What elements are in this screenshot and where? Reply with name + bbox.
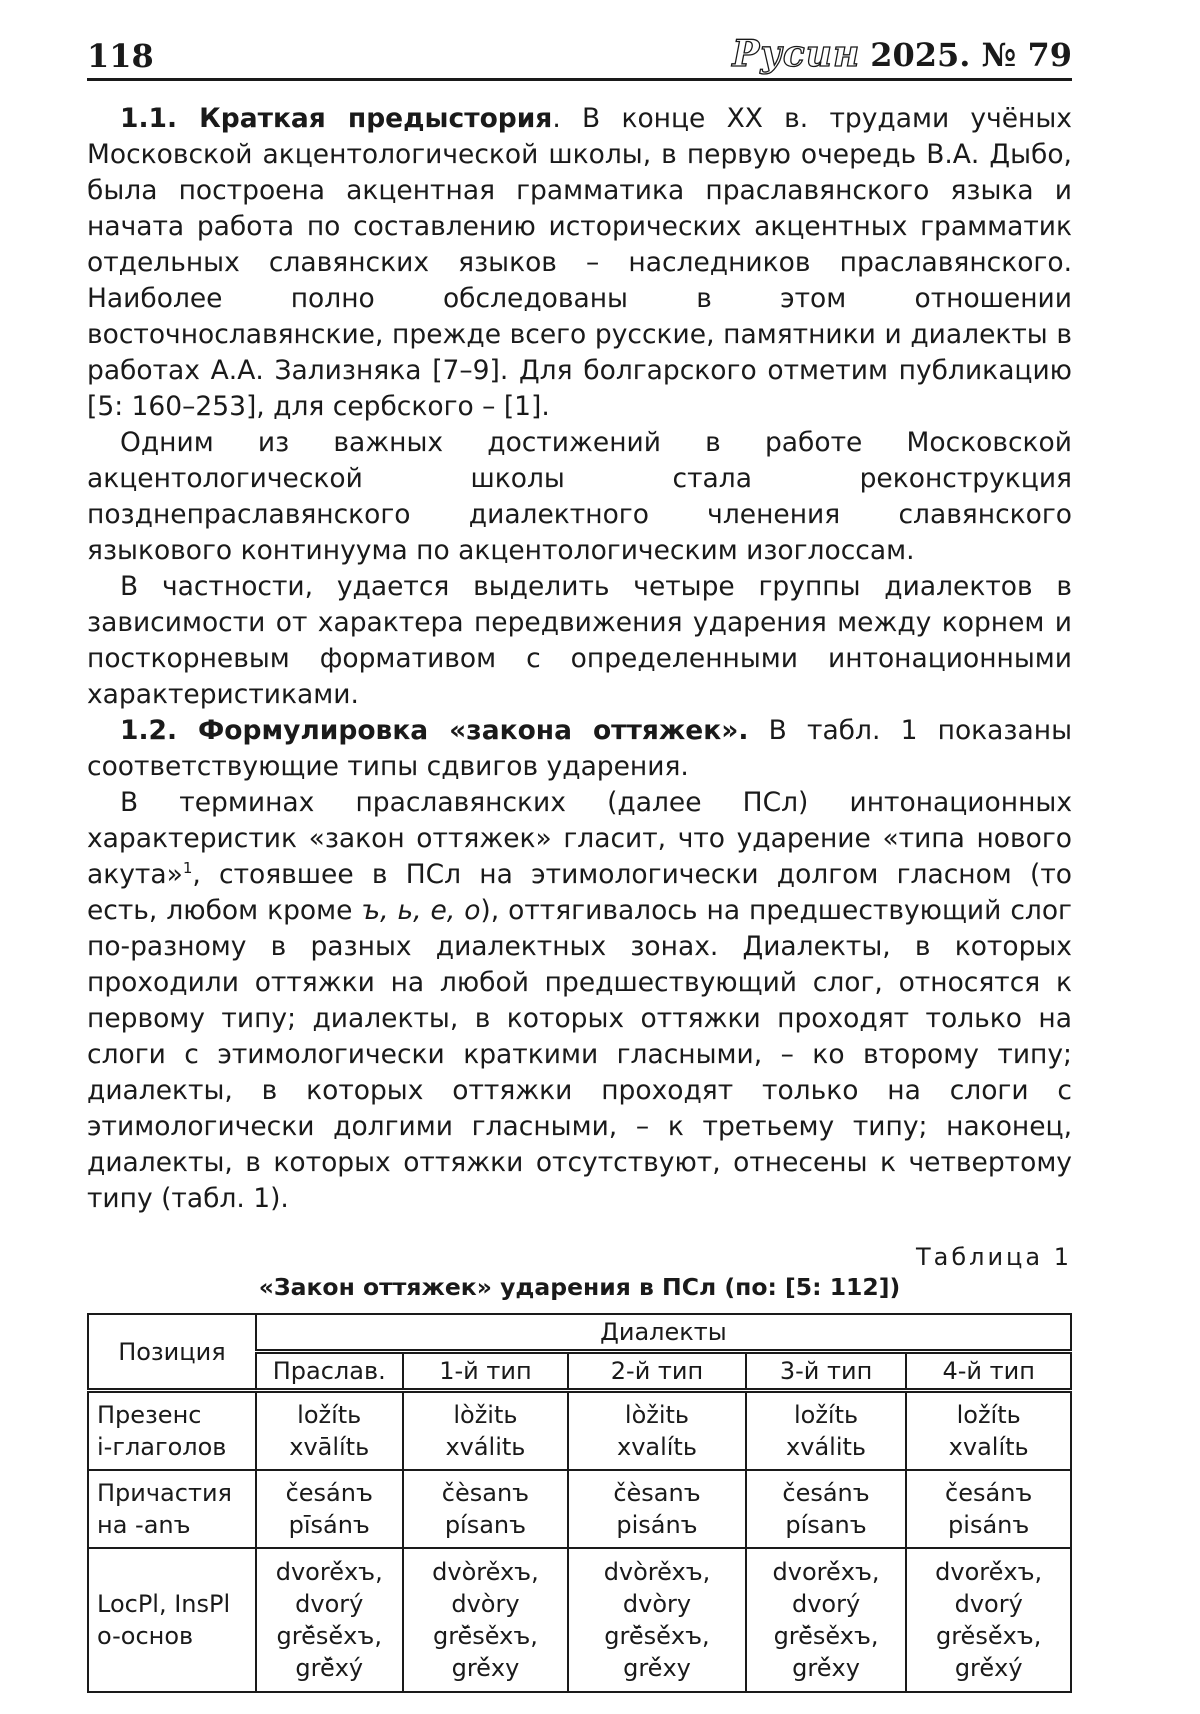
vowel-list: ъ, ь, e, o [361,895,481,926]
journal-title [732,33,1072,78]
page-number: 118 [87,37,154,75]
table-cell [256,1391,403,1471]
paragraph-3: В частности, удается выделить четыре группы диалектов в зависимости от характера передвижения ударения между корнем и посткорневым формативом с определенными интонационными характеристиками. [87,571,1072,710]
cell-line: grě́xý [954,1654,1023,1682]
position-header: Позиция [88,1314,256,1391]
column-header: 1-й тип [403,1352,569,1391]
table-cell [906,1470,1071,1548]
paragraph-text: , стоявшее в ПСл на этимологически долгом гласном (то есть, любом кроме [87,859,1072,926]
cell-line: česánъ [945,1479,1033,1507]
table-cell [906,1391,1071,1471]
table-cell [403,1548,569,1692]
table-cell [568,1470,745,1548]
table-row [88,1548,1071,1692]
cell-line: čèsanъ [441,1479,530,1507]
cell-line: grěsě́xъ, [935,1622,1042,1650]
table-title: «Закон оттяжек» ударения в ПСл (по: [5: 112]) [258,1273,901,1301]
cell-line: xválitь [445,1433,526,1461]
column-header: 4-й тип [906,1352,1071,1391]
column-header: 2-й тип [568,1352,745,1391]
paragraph-5 [87,785,1072,1217]
table-cell [746,1391,907,1471]
cell-line: lòžitь [624,1401,690,1429]
article-body [87,101,1072,1217]
running-header [87,28,1072,81]
accent-table [87,1313,1072,1693]
cell-line: dvorý [954,1590,1023,1618]
table-cell [403,1470,569,1548]
cell-line: dvorý [295,1590,364,1618]
cell-line: LocPl, InsPl [97,1590,231,1618]
cell-line: písanъ [444,1511,527,1539]
paragraph-text: В терминах праславянских (далее ПСл) интонационных характеристик «закон оттяжек» гласит, что ударение «типа нового акута» [87,787,1072,890]
cell-line: grě̄sěxъ, [432,1622,538,1650]
cell-line: xválitь [786,1433,867,1461]
cell-line: xvalítь [616,1433,697,1461]
journal-issue: 2025. № 79 [870,36,1072,74]
table-cell [746,1548,907,1692]
cell-line: dvorý [791,1590,861,1618]
section-heading-1-1: 1.1. Краткая предыстория [120,103,553,134]
cell-line: čèsanъ [613,1479,701,1507]
cell-line: grě̄sě́xъ, [276,1622,382,1650]
table-row [88,1391,1071,1471]
cell-line: i-глаголов [97,1433,227,1461]
section-heading-1-2: 1.2. Формулировка «закона оттяжек». [120,715,749,746]
cell-line: grě̄xý [295,1654,364,1682]
table-cell [746,1470,907,1548]
cell-line: lòžitь [453,1401,518,1429]
position-cell [88,1391,256,1471]
cell-line: xvalítь [948,1433,1029,1461]
page [87,28,1072,1693]
cell-line: grě́xy [451,1654,520,1682]
cell-line: xvālítь [289,1433,370,1461]
cell-line: grě́xy [792,1654,860,1682]
cell-line: ložítь [956,1401,1021,1429]
table-cell [568,1548,745,1692]
cell-line: ložítь [297,1401,362,1429]
cell-line: pisánъ [948,1511,1030,1539]
cell-line: pīsánъ [288,1511,370,1539]
paragraph-2: Одним из важных достижений в работе Московской акцентологической школы стала реконструкция позднепраславянского диалектного членения славянского языкового континуума по акцентологическим изоглоссам. [87,427,1072,566]
paragraph-text: ), оттягивалось на предшествующий слог по-разному в разных диалектных зонах. Диалекты, в которых проходили оттяжки на любой предшествующий слог, относятся к первому типу; диалекты, в которых оттяжки проходят только на слоги с этимологически краткими гласными, – ко второму типу; диалекты, в которых оттяжки проходят только на слоги с этимологически долгими гласными, – к третьему типу; наконец, диалекты, в которых оттяжки отсутствуют, отнесены к четвертому типу (табл. 1). [87,895,1072,1214]
position-cell [88,1470,256,1548]
cell-line: Причастия [97,1479,232,1507]
table-cell [256,1548,403,1692]
table-cell [403,1391,569,1471]
cell-line: на -anъ [97,1511,191,1539]
position-cell [88,1548,256,1692]
cell-line: dvòry [622,1590,692,1618]
cell-line: dvòry [451,1590,520,1618]
column-header: 3-й тип [746,1352,907,1391]
cell-line: dvorě́xъ, [935,1558,1043,1586]
cell-line: písanъ [785,1511,867,1539]
table-cell [256,1470,403,1548]
cell-line: dvorě́xъ, [772,1558,880,1586]
table-cell [906,1548,1071,1692]
cell-line: dvòrěxъ, [432,1558,539,1586]
cell-line: grě̄sě́xъ, [604,1622,710,1650]
journal-logo: Русин [732,33,861,75]
table-cell [568,1391,745,1471]
dialects-header: Диалекты [256,1314,1071,1352]
cell-line: Презенс [97,1401,202,1429]
cell-line: dvorě́xъ, [275,1558,383,1586]
column-header: Праслав. [256,1352,403,1391]
cell-line: grě́xy [623,1654,691,1682]
cell-line: dvòrěxъ, [603,1558,711,1586]
paragraph-1-1 [87,101,1072,425]
cell-line: grě̄sěxъ, [773,1622,879,1650]
cell-line: pisánъ [616,1511,698,1539]
table-row [88,1470,1071,1548]
cell-line: česánъ [782,1479,870,1507]
footnote-ref[interactable]: 1 [182,859,193,878]
cell-line: ložítь [793,1401,859,1429]
table-caption: Таблица 1 [915,1243,1072,1271]
paragraph-text: В табл. 1 показаны соответствующие типы сдвигов ударения. [87,715,1073,782]
paragraph-text: . В конце XX в. трудами учёных Московской акцентологической школы, в первую очередь В.А. Дыбо, была построена акцентная грамматика праславянского языка и начата работа по составлению исторических акцентных грамматик отдельных славянских языков – наследников праславянского. Наиболее полно обследованы в этом отношении восточнославянские, прежде всего русские, памятники и диалекты в работах А.А. Зализняка [7–9]. Для болгарского отметим публикацию [5: 160–253], для сербского – [1]. [87,103,1072,422]
cell-line: česánъ [285,1479,373,1507]
cell-line: o-основ [97,1622,194,1650]
paragraph-1-2 [87,713,1072,785]
